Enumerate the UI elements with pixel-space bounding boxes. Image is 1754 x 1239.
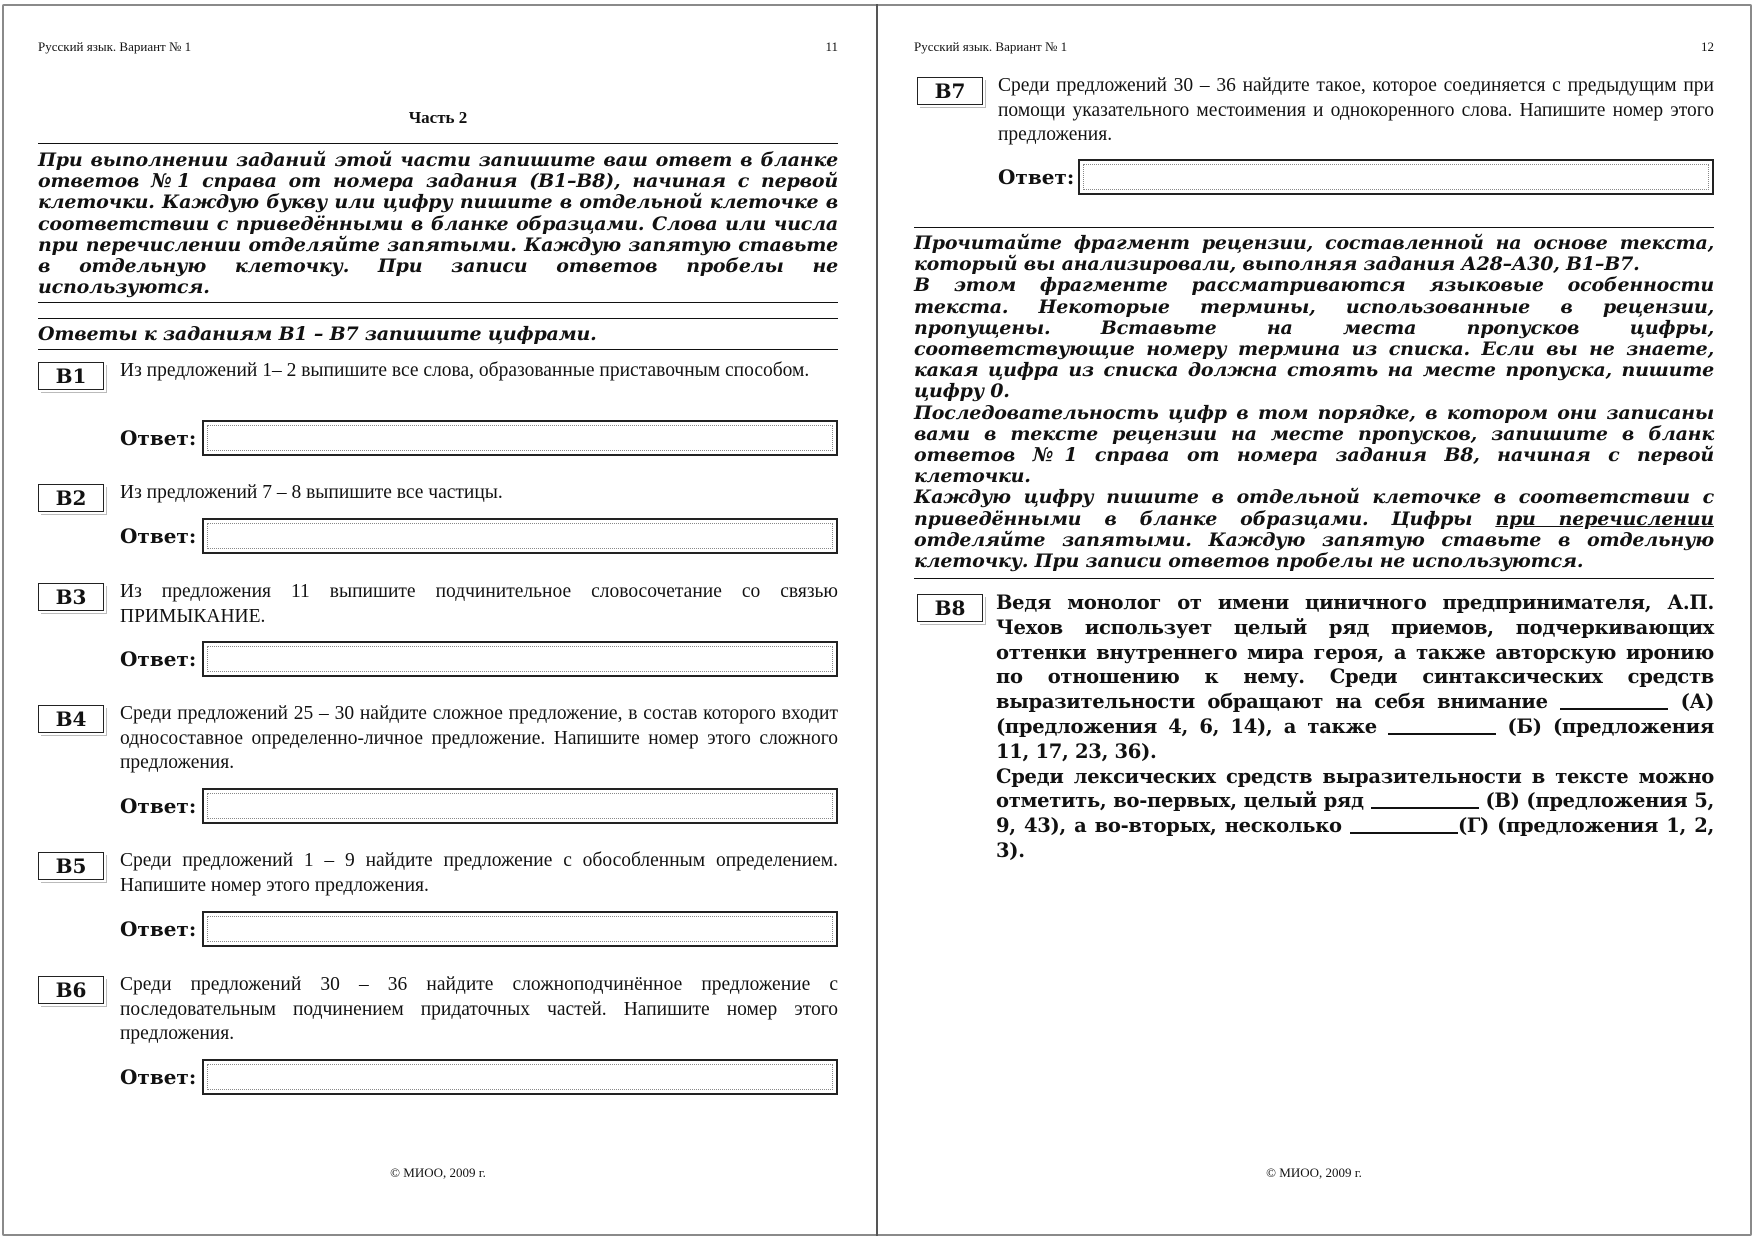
- running-head-title: Русский язык. Вариант № 1: [914, 39, 1068, 54]
- answer-row: [120, 788, 838, 824]
- task-text: Среди предложений 30 – 36 найдите сложноподчинённое предложение с последовательным подчинением придаточных частей. Напишите номер этого предложения.: [120, 974, 838, 1044]
- task-number-badge: B6: [38, 976, 104, 1004]
- answer-row: [120, 911, 838, 947]
- part-title: Часть 2: [408, 108, 468, 127]
- part-instructions: При выполнении заданий этой части запишите ваш ответ в бланке ответов №1 справа от номера задания (B1–B8), начиная с первой клеточки. Каждую букву или цифру пишите в отдельной клеточке в соответствии с приведёнными в бланке образцами. Слова или числа при перечислении отделяйте запятыми. Каждую запятую ставьте в отдельную клеточку. При записи ответов пробелы не используются.: [38, 149, 838, 299]
- blank-v[interactable]: [1371, 790, 1479, 810]
- answer-label: Ответ:: [120, 917, 197, 941]
- running-head-title: Русский язык. Вариант № 1: [38, 39, 192, 54]
- answer-field[interactable]: [202, 788, 838, 824]
- review-text: (А) (предложения 4, 6, 14), а также: [996, 690, 1714, 738]
- answer-field[interactable]: [202, 1059, 838, 1095]
- answer-row: [120, 641, 838, 677]
- rule: [914, 227, 1714, 228]
- task-number-badge: B8: [917, 594, 983, 622]
- review-text: (Б) (предложения 11, 17, 23, 36).: [996, 714, 1714, 763]
- answer-field[interactable]: [1078, 159, 1714, 195]
- rule: [38, 302, 838, 303]
- review-fragment: [996, 591, 1714, 864]
- task-number-badge: B3: [38, 583, 104, 611]
- task-number-badge: B4: [38, 705, 104, 733]
- page-number: 11: [825, 39, 838, 54]
- answer-label: Ответ:: [998, 165, 1075, 189]
- rule: [38, 143, 838, 144]
- review-text: Ведя монолог от имени циничного предпринимателя, А.П. Чехов использует целый ряд приемов, подчеркивающих оттенки внутреннего мира героя, а также авторскую иронию по отношению к нему. Среди синтаксических средств выразительности обращают на себя внимание: [996, 591, 1714, 714]
- blank-a[interactable]: [1560, 691, 1668, 711]
- instructions-text: отделяйте запятыми. Каждую запятую ставьте в отдельную клеточку. При записи ответов пробелы не используются.: [914, 528, 1714, 573]
- review-text: (В) (предложения 5, 9, 43), а во-вторых, несколько: [996, 789, 1714, 838]
- running-head: [38, 39, 838, 55]
- answer-label: Ответ:: [120, 524, 197, 548]
- task-text: Из предложения 11 выпишите подчинительное словосочетание со связью ПРИМЫКАНИЕ.: [120, 581, 838, 627]
- answer-field[interactable]: [202, 641, 838, 677]
- task-number-badge: B1: [38, 362, 104, 390]
- subheading: Ответы к заданиям В1 – В7 запишите цифрами.: [38, 323, 597, 345]
- task-text: Из предложений 7 – 8 выпишите все частицы.: [120, 482, 503, 503]
- task-text: Среди предложений 1 – 9 найдите предложение с обособленным определением. Напишите номер этого предложения.: [120, 850, 838, 896]
- rule: [38, 318, 838, 319]
- page-number: 12: [1701, 39, 1714, 54]
- page-divider: [876, 4, 878, 1236]
- review-text: (Г) (предложения 1, 2, 3).: [996, 814, 1714, 862]
- answer-field[interactable]: [202, 518, 838, 554]
- task-number-badge: B5: [38, 852, 104, 880]
- rule: [38, 349, 838, 350]
- review-instructions: [914, 233, 1714, 572]
- answer-field[interactable]: [202, 420, 838, 456]
- task-number-badge: B2: [38, 484, 104, 512]
- answer-label: Ответ:: [120, 1065, 197, 1089]
- page-11: [38, 0, 838, 1239]
- answer-row: [120, 1059, 838, 1095]
- answer-label: Ответ:: [120, 647, 197, 671]
- answer-label: Ответ:: [120, 794, 197, 818]
- review-text: Среди лексических средств выразительности в тексте можно отметить, во-первых, целый ряд: [996, 764, 1714, 813]
- copyright-footer: © МИОО, 2009 г.: [1266, 1165, 1362, 1180]
- instructions-paragraph: [914, 487, 1714, 572]
- answer-row: [120, 518, 838, 554]
- instructions-paragraph: Последовательность цифр в том порядке, в котором они записаны вами в тексте рецензии на месте пропусков, запишите в бланк ответов №1 справа от номера задания В8, начиная с первой клеточки.: [914, 401, 1714, 488]
- page-12: [914, 0, 1714, 1239]
- running-head: [914, 39, 1714, 55]
- copyright-footer: © МИОО, 2009 г.: [390, 1165, 486, 1180]
- task-text: Среди предложений 30 – 36 найдите такое, которое соединяется с предыдущим при помощи указательного местоимения и однокоренного слова. Напишите номер этого предложения.: [998, 75, 1714, 145]
- answer-label: Ответ:: [120, 426, 197, 450]
- answer-row: [120, 420, 838, 456]
- underlined-text: при перечислении: [1495, 507, 1714, 530]
- instructions-paragraph: Прочитайте фрагмент рецензии, составленной на основе текста, который вы анализировали, выполняя задания А28–А30, В1–В7.: [914, 232, 1714, 276]
- task-text: Из предложений 1– 2 выпишите все слова, образованные приставочным способом.: [120, 360, 810, 381]
- answer-field[interactable]: [202, 911, 838, 947]
- instructions-paragraph: В этом фрагменте рассматриваются языковые особенности текста. Некоторые термины, использованные в рецензии, пропущены. Вставьте на места пропусков цифры, соответствующие номеру термина из списка. Если вы не знаете, какая цифра из списка должна стоять на месте пропуска, пишите цифру 0.: [914, 274, 1714, 403]
- blank-b[interactable]: [1388, 715, 1496, 735]
- task-number-badge: B7: [917, 77, 983, 105]
- instructions-text: Каждую цифру пишите в отдельной клеточке в соответствии с приведёнными в бланке образцами. Цифры: [914, 486, 1714, 530]
- blank-g[interactable]: [1350, 815, 1458, 835]
- task-text: Среди предложений 25 – 30 найдите сложное предложение, в состав которого входит односоставное определенно-личное предложение. Напишите номер этого сложного предложения.: [120, 703, 838, 773]
- rule: [914, 578, 1714, 579]
- answer-row: [998, 159, 1714, 195]
